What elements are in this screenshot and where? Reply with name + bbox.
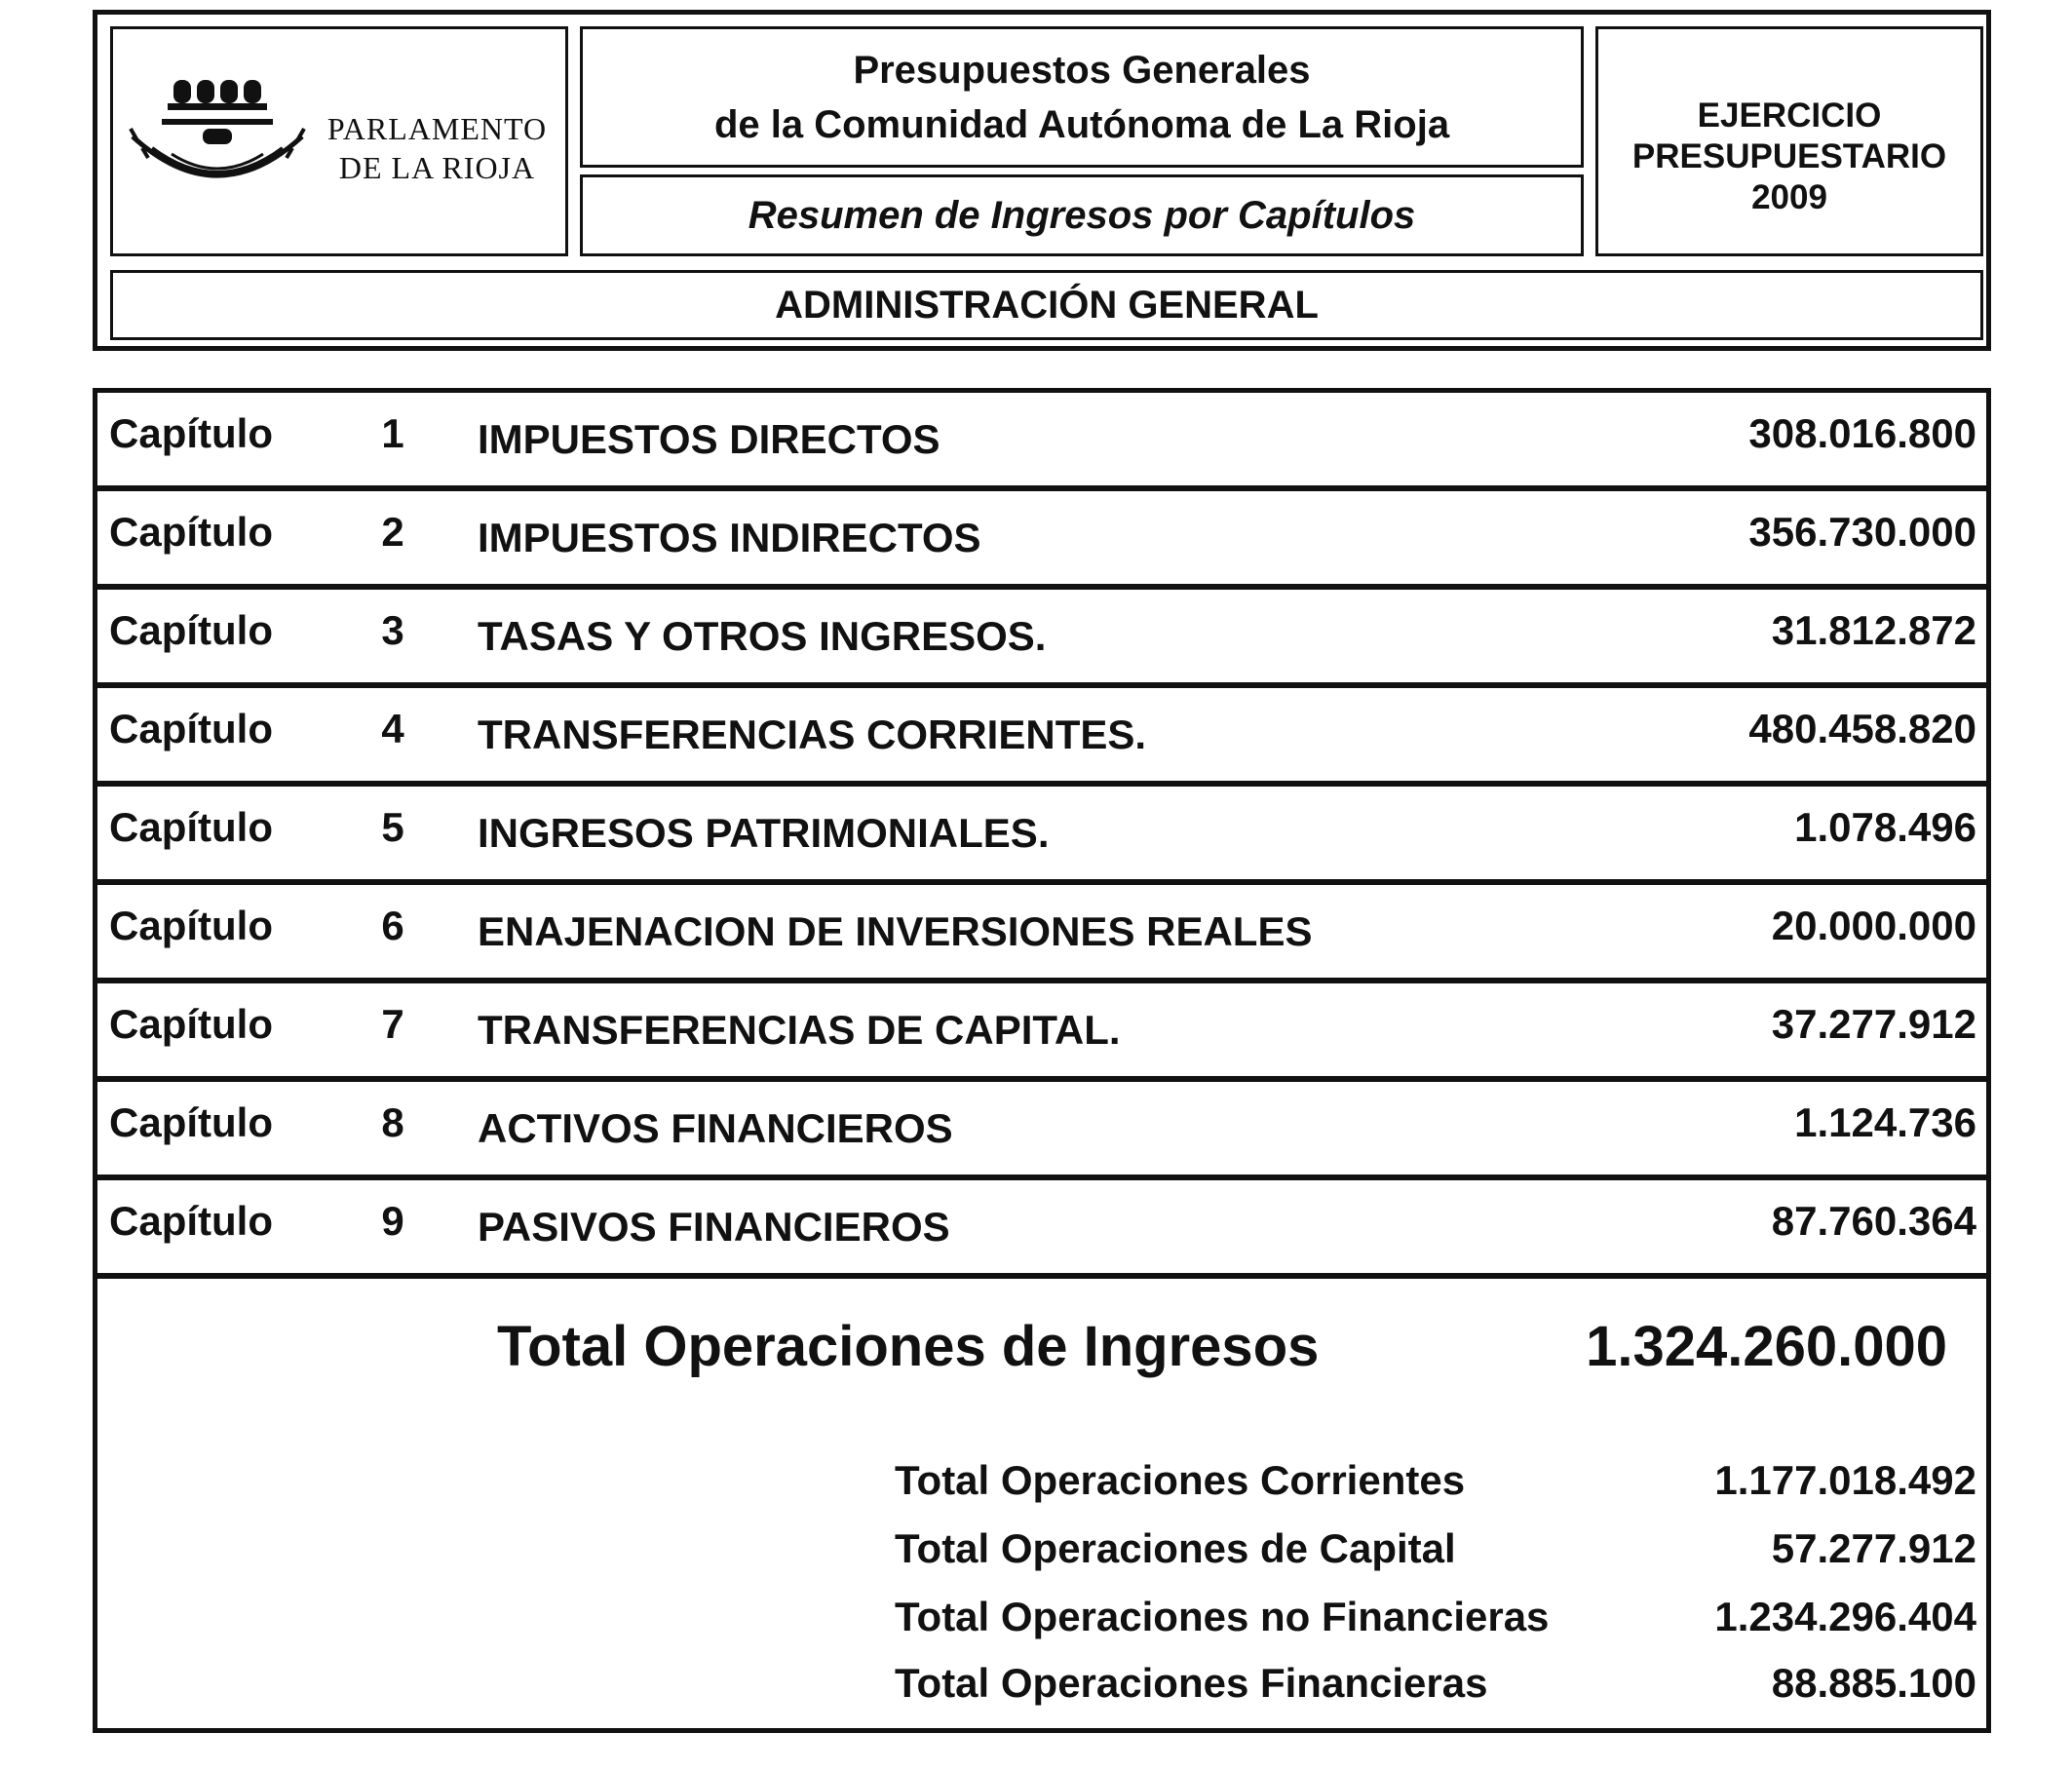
logo-line-2: DE LA RIOJA: [338, 150, 536, 185]
chapter-label: Capítulo: [109, 410, 273, 456]
table-row: [97, 1180, 1986, 1279]
chapter-amount: 1.078.496: [1794, 804, 1976, 850]
chapter-description: PASIVOS FINANCIEROS: [478, 1204, 950, 1250]
table-row: [97, 1082, 1986, 1180]
chapter-description: TASAS Y OTROS INGRESOS.: [478, 613, 1047, 659]
logo-line-1: PARLAMENTO: [326, 111, 548, 146]
chapter-number: 9: [381, 1198, 404, 1244]
chapter-number: 6: [381, 903, 404, 948]
year-line-2: PRESUPUESTARIO: [1631, 137, 1947, 175]
chapter-number: 3: [381, 607, 404, 653]
chapter-label: Capítulo: [109, 509, 273, 555]
chapter-description: IMPUESTOS INDIRECTOS: [478, 515, 981, 560]
chapter-amount: 308.016.800: [1748, 410, 1976, 456]
chapter-amount: 37.277.912: [1771, 1001, 1976, 1047]
summary-value: 1.234.296.404: [1714, 1594, 1976, 1639]
year-line-1: EJERCICIO: [1697, 96, 1882, 135]
summary-label: Total Operaciones Financieras: [895, 1660, 1488, 1706]
chapter-description: INGRESOS PATRIMONIALES.: [478, 810, 1050, 856]
chapter-amount: 31.812.872: [1771, 607, 1976, 653]
chapter-label: Capítulo: [109, 804, 273, 850]
subtitle: Resumen de Ingresos por Capítulos: [748, 193, 1416, 237]
logo-panel: [110, 26, 568, 256]
chapter-amount: 87.760.364: [1771, 1198, 1976, 1244]
title-line-2: de la Comunidad Autónoma de La Rioja: [713, 102, 1450, 146]
section-title: ADMINISTRACIÓN GENERAL: [775, 283, 1319, 327]
grand-total-label: Total Operaciones de Ingresos: [497, 1315, 1320, 1378]
chapter-number: 4: [381, 706, 404, 751]
table-row: [97, 688, 1986, 787]
chapter-label: Capítulo: [109, 903, 273, 948]
chapter-number: 1: [381, 410, 404, 456]
chapter-number: 5: [381, 804, 404, 850]
summary-value: 88.885.100: [1771, 1660, 1976, 1706]
fiscal-year-panel: [1595, 26, 1983, 256]
chapter-label: Capítulo: [109, 607, 273, 653]
chapter-description: ENAJENACION DE INVERSIONES REALES: [478, 908, 1313, 954]
summary-value: 57.277.912: [1771, 1525, 1976, 1571]
chapter-label: Capítulo: [109, 1001, 273, 1047]
title-panel: [580, 26, 1584, 168]
chapter-label: Capítulo: [109, 1099, 273, 1145]
chapter-amount: 480.458.820: [1748, 706, 1976, 751]
chapter-number: 7: [381, 1001, 404, 1047]
chapter-label: Capítulo: [109, 1198, 273, 1244]
subtitle-panel: [580, 174, 1584, 256]
section-panel: [110, 270, 1983, 340]
chapter-description: ACTIVOS FINANCIEROS: [478, 1105, 953, 1151]
chapter-description: IMPUESTOS DIRECTOS: [478, 416, 940, 462]
table-row: [97, 787, 1986, 885]
chapter-label: Capítulo: [109, 706, 273, 751]
summary-label: Total Operaciones no Financieras: [895, 1594, 1550, 1639]
summary-value: 1.177.018.492: [1714, 1457, 1976, 1503]
table-row: [97, 885, 1986, 983]
logo-text: [318, 109, 556, 187]
table-row: [97, 393, 1986, 491]
summary-label: Total Operaciones de Capital: [895, 1525, 1456, 1571]
parliament-logo-icon: [123, 68, 318, 214]
summary-label: Total Operaciones Corrientes: [895, 1457, 1466, 1503]
grand-total-value: 1.324.260.000: [1586, 1315, 1947, 1378]
chapter-number: 2: [381, 509, 404, 555]
table-row: [97, 491, 1986, 590]
table-row: [97, 983, 1986, 1082]
chapter-description: TRANSFERENCIAS CORRIENTES.: [478, 712, 1147, 757]
income-table: [93, 388, 1991, 1733]
fiscal-year: 2009: [1751, 178, 1827, 216]
chapter-description: TRANSFERENCIAS DE CAPITAL.: [478, 1007, 1121, 1053]
chapter-amount: 20.000.000: [1771, 903, 1976, 948]
chapter-number: 8: [381, 1099, 404, 1145]
title-line-1: Presupuestos Generales: [853, 48, 1311, 92]
chapter-amount: 356.730.000: [1748, 509, 1976, 555]
table-row: [97, 590, 1986, 688]
document-header: [93, 10, 1991, 351]
chapter-amount: 1.124.736: [1794, 1099, 1976, 1145]
